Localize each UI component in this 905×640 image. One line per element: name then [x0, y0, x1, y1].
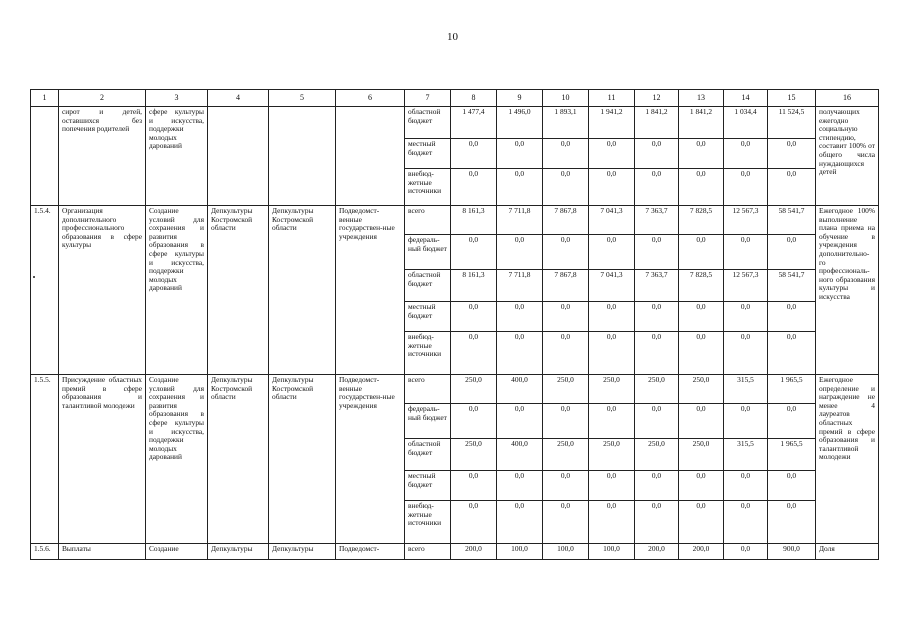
funding-source-cell: местный бюджет — [405, 139, 451, 169]
column-number-cell: 10 — [543, 90, 589, 107]
amount-cell: 0,0 — [497, 169, 543, 206]
amount-cell: 0,0 — [724, 544, 768, 560]
amount-cell: 250,0 — [589, 439, 635, 471]
amount-cell: 0,0 — [543, 139, 589, 169]
amount-cell: 250,0 — [451, 375, 497, 404]
executor-cell: Депкультуры Костромской области — [208, 375, 269, 544]
amount-cell: 0,0 — [543, 169, 589, 206]
amount-cell: 58 541,7 — [768, 206, 816, 235]
item-goal-cell: Создание условий для сохранения и развития образования в сфере культуры и искусства, поддержки молодых дарований — [146, 206, 208, 375]
amount-cell: 250,0 — [679, 439, 724, 471]
amount-cell: 0,0 — [589, 471, 635, 501]
recipient-cell: Подведомст- — [336, 544, 405, 560]
amount-cell: 0,0 — [589, 169, 635, 206]
amount-cell: 0,0 — [451, 235, 497, 270]
amount-cell: 0,0 — [497, 404, 543, 439]
column-number-cell: 11 — [589, 90, 635, 107]
amount-cell: 0,0 — [724, 169, 768, 206]
amount-cell: 0,0 — [543, 471, 589, 501]
amount-cell: 0,0 — [635, 235, 679, 270]
funding-source-cell: внебюд-жетные источники — [405, 169, 451, 206]
amount-cell: 100,0 — [589, 544, 635, 560]
amount-cell: 100,0 — [543, 544, 589, 560]
amount-cell: 11 524,5 — [768, 107, 816, 139]
amount-cell: 0,0 — [679, 471, 724, 501]
table-row — [31, 206, 879, 235]
executor-cell: Депкультуры — [208, 544, 269, 560]
indicator-cell: Доля — [816, 544, 879, 560]
column-number-cell: 9 — [497, 90, 543, 107]
amount-cell: 200,0 — [635, 544, 679, 560]
item-name-cell: Организация дополнительного профессионального образования в сфере культуры — [59, 206, 146, 375]
amount-cell: 0,0 — [635, 302, 679, 332]
amount-cell: 0,0 — [497, 471, 543, 501]
amount-cell: 315,5 — [724, 375, 768, 404]
amount-cell: 7 363,7 — [635, 270, 679, 302]
amount-cell: 7 041,3 — [589, 270, 635, 302]
amount-cell: 0,0 — [768, 235, 816, 270]
funding-source-cell: федераль-ный бюджет — [405, 235, 451, 270]
amount-cell: 0,0 — [768, 332, 816, 375]
item-goal-cell: Создание — [146, 544, 208, 560]
item-goal-cell: сфере культуры и искусства, поддержки молодых дарований — [146, 107, 208, 206]
amount-cell: 0,0 — [543, 235, 589, 270]
funding-source-cell: всего — [405, 206, 451, 235]
amount-cell: 250,0 — [543, 439, 589, 471]
amount-cell: 58 541,7 — [768, 270, 816, 302]
funding-source-cell: местный бюджет — [405, 471, 451, 501]
column-number-cell: 3 — [146, 90, 208, 107]
indicator-cell: Ежегодное 100% выполнение плана приема на обучение в учреждения дополнительно-го профессиональ-ного образования культуры и искусства — [816, 206, 879, 375]
executor-cell — [208, 107, 269, 206]
budget-table — [30, 89, 879, 560]
amount-cell: 0,0 — [635, 501, 679, 544]
column-number-cell: 5 — [269, 90, 336, 107]
amount-cell: 400,0 — [497, 439, 543, 471]
amount-cell: 0,0 — [724, 332, 768, 375]
amount-cell: 0,0 — [768, 169, 816, 206]
recipient-cell — [336, 107, 405, 206]
item-goal-cell: Создание условий для сохранения и развития образования в сфере культуры и искусства, поддержки молодых дарований — [146, 375, 208, 544]
amount-cell: 0,0 — [679, 302, 724, 332]
item-code-cell: 1.5.6. — [31, 544, 59, 560]
amount-cell: 0,0 — [724, 501, 768, 544]
amount-cell: 1 965,5 — [768, 439, 816, 471]
recipient-cell: Подведомст-венные государствен-ные учреждения — [336, 206, 405, 375]
amount-cell: 0,0 — [543, 501, 589, 544]
column-number-cell: 14 — [724, 90, 768, 107]
amount-cell: 0,0 — [589, 404, 635, 439]
amount-cell: 12 567,3 — [724, 206, 768, 235]
amount-cell: 7 828,5 — [679, 270, 724, 302]
customer-cell: Депкультуры Костромской области — [269, 206, 336, 375]
amount-cell: 0,0 — [768, 501, 816, 544]
amount-cell: 7 867,8 — [543, 206, 589, 235]
amount-cell: 0,0 — [768, 471, 816, 501]
funding-source-cell: местный бюджет — [405, 302, 451, 332]
amount-cell: 0,0 — [451, 404, 497, 439]
funding-source-cell: федераль-ный бюджет — [405, 404, 451, 439]
customer-cell — [269, 107, 336, 206]
funding-source-cell: внебюд-жетные источники — [405, 501, 451, 544]
amount-cell: 250,0 — [635, 375, 679, 404]
amount-cell: 8 161,3 — [451, 270, 497, 302]
amount-cell: 0,0 — [679, 501, 724, 544]
amount-cell: 0,0 — [768, 139, 816, 169]
amount-cell: 0,0 — [497, 332, 543, 375]
funding-source-cell: областной бюджет — [405, 107, 451, 139]
column-number-cell: 12 — [635, 90, 679, 107]
amount-cell: 0,0 — [589, 501, 635, 544]
amount-cell: 7 711,8 — [497, 206, 543, 235]
amount-cell: 0,0 — [497, 235, 543, 270]
amount-cell: 7 828,5 — [679, 206, 724, 235]
column-number-cell: 6 — [336, 90, 405, 107]
executor-cell: Депкультуры Костромской области — [208, 206, 269, 375]
amount-cell: 0,0 — [589, 235, 635, 270]
amount-cell: 0,0 — [451, 501, 497, 544]
amount-cell: 7 711,8 — [497, 270, 543, 302]
amount-cell: 1 496,0 — [497, 107, 543, 139]
amount-cell: 1 034,4 — [724, 107, 768, 139]
amount-cell: 0,0 — [589, 332, 635, 375]
column-number-cell: 2 — [59, 90, 146, 107]
funding-source-cell: областной бюджет — [405, 439, 451, 471]
column-number-cell: 1 — [31, 90, 59, 107]
amount-cell: 7 363,7 — [635, 206, 679, 235]
item-name-cell: Выплаты — [59, 544, 146, 560]
funding-source-cell: всего — [405, 544, 451, 560]
amount-cell: 0,0 — [451, 302, 497, 332]
column-number-cell: 4 — [208, 90, 269, 107]
customer-cell: Депкультуры — [269, 544, 336, 560]
amount-cell: 0,0 — [589, 302, 635, 332]
amount-cell: 0,0 — [451, 471, 497, 501]
amount-cell: 200,0 — [451, 544, 497, 560]
table-row — [31, 375, 879, 404]
funding-source-cell: всего — [405, 375, 451, 404]
amount-cell: 250,0 — [543, 375, 589, 404]
funding-source-cell: областной бюджет — [405, 270, 451, 302]
amount-cell: 0,0 — [679, 235, 724, 270]
amount-cell: 7 041,3 — [589, 206, 635, 235]
amount-cell: 1 841,2 — [635, 107, 679, 139]
amount-cell: 900,0 — [768, 544, 816, 560]
amount-cell: 0,0 — [451, 169, 497, 206]
amount-cell: 0,0 — [724, 404, 768, 439]
amount-cell: 0,0 — [679, 404, 724, 439]
amount-cell: 0,0 — [589, 139, 635, 169]
amount-cell: 0,0 — [635, 471, 679, 501]
amount-cell: 400,0 — [497, 375, 543, 404]
amount-cell: 250,0 — [589, 375, 635, 404]
amount-cell: 0,0 — [724, 471, 768, 501]
amount-cell: 1 893,1 — [543, 107, 589, 139]
amount-cell: 1 965,5 — [768, 375, 816, 404]
amount-cell: 0,0 — [679, 139, 724, 169]
amount-cell: 1 477,4 — [451, 107, 497, 139]
table-row — [31, 544, 879, 560]
amount-cell: 8 161,3 — [451, 206, 497, 235]
customer-cell: Депкультуры Костромской области — [269, 375, 336, 544]
amount-cell: 200,0 — [679, 544, 724, 560]
column-number-cell: 8 — [451, 90, 497, 107]
amount-cell: 250,0 — [451, 439, 497, 471]
amount-cell: 0,0 — [679, 332, 724, 375]
amount-cell: 0,0 — [724, 235, 768, 270]
amount-cell: 0,0 — [635, 332, 679, 375]
column-number-cell: 16 — [816, 90, 879, 107]
amount-cell: 0,0 — [497, 302, 543, 332]
amount-cell: 7 867,8 — [543, 270, 589, 302]
amount-cell: 0,0 — [451, 139, 497, 169]
amount-cell: 0,0 — [497, 501, 543, 544]
column-number-cell: 13 — [679, 90, 724, 107]
amount-cell: 250,0 — [635, 439, 679, 471]
column-number-cell: 15 — [768, 90, 816, 107]
item-name-cell: сирот и детей, оставшихся без попечения родителей — [59, 107, 146, 206]
amount-cell: 0,0 — [635, 169, 679, 206]
item-code-cell: 1.5.4. — [31, 206, 59, 375]
column-number-row — [31, 90, 879, 107]
amount-cell: 0,0 — [724, 302, 768, 332]
amount-cell: 250,0 — [679, 375, 724, 404]
amount-cell: 0,0 — [724, 139, 768, 169]
column-number-cell: 7 — [405, 90, 451, 107]
amount-cell: 1 941,2 — [589, 107, 635, 139]
amount-cell: 100,0 — [497, 544, 543, 560]
amount-cell: 0,0 — [543, 332, 589, 375]
amount-cell: 0,0 — [451, 332, 497, 375]
amount-cell: 1 841,2 — [679, 107, 724, 139]
page-number: 10 — [447, 31, 458, 43]
table-row — [31, 107, 879, 139]
amount-cell: 0,0 — [635, 139, 679, 169]
amount-cell: 0,0 — [635, 404, 679, 439]
amount-cell: 12 567,3 — [724, 270, 768, 302]
item-code-cell: 1.5.5. — [31, 375, 59, 544]
funding-source-cell: внебюд-жетные источники — [405, 332, 451, 375]
amount-cell: 0,0 — [679, 169, 724, 206]
indicator-cell: получающих ежегодно социальную стипендию, составит 100% от общего числа нуждающихся детей — [816, 107, 879, 206]
amount-cell: 0,0 — [768, 404, 816, 439]
amount-cell: 315,5 — [724, 439, 768, 471]
amount-cell: 0,0 — [543, 404, 589, 439]
item-code-cell — [31, 107, 59, 206]
recipient-cell: Подведомст-венные государствен-ные учреждения — [336, 375, 405, 544]
amount-cell: 0,0 — [768, 302, 816, 332]
indicator-cell: Ежегодное определение и награждение не менее 4 лауреатов областных премий в сфере образования и талантливой молодежи — [816, 375, 879, 544]
item-name-cell: Присуждение областных премий в сфере образования и талантливой молодежи — [59, 375, 146, 544]
amount-cell: 0,0 — [497, 139, 543, 169]
amount-cell: 0,0 — [543, 302, 589, 332]
